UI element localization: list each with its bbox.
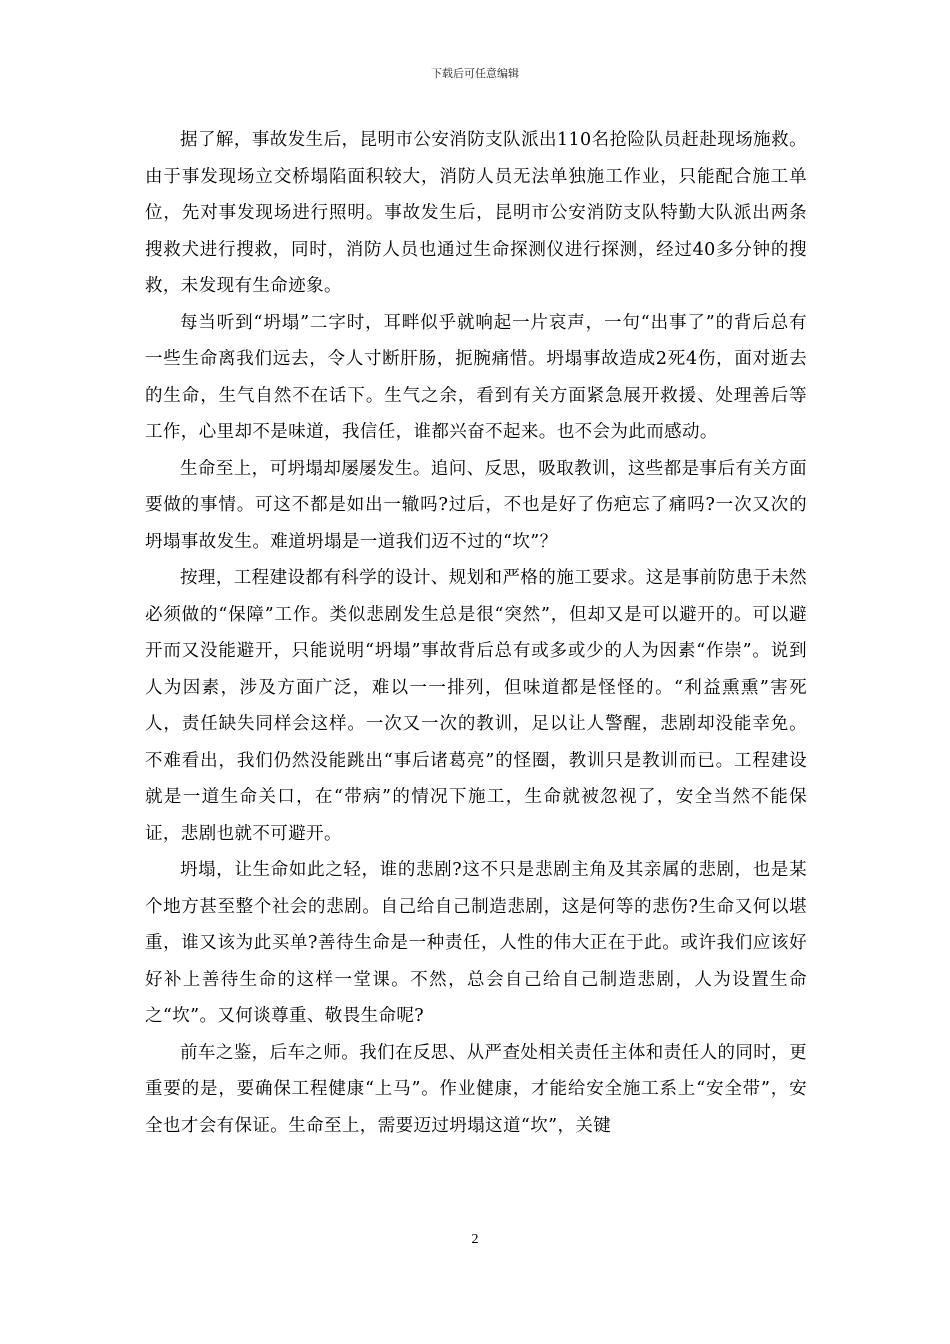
paragraph-lessons: 前车之鉴，后车之师。我们在反思、从严查处相关责任主体和责任人的同时，更重要的是，要确保工程健康“上马”。作业健康，才能给安全施工系上“安全带”，安全也才会有保证。生命至上，需要迈过坍塌这道“坎”，关键 — [145, 1042, 807, 1136]
paragraph-engineering: 按理，工程建设都有科学的设计、规划和严格的施工要求。这是事前防患于未然必须做的“保障”工作。类似悲剧发生总是很“突然”，但却又是可以避开的。可以避开而又没能避开，只能说明“坍塌”事故背后总有或多或少的人为因素“作崇”。说到人为因素，涉及方面广泛，难以一一排列，但味道都是怪怪的。“利益熏熏”害死人，责任缺失同样会这样。一次又一次的教训，足以让人警醒，悲剧却没能幸免。不难看出，我们仍然没能跳出“事后诸葛亮”的怪圈，教训只是教训而已。工程建设就是一道生命关口，在“带病”的情况下施工，生命就被忽视了，安全当然不能保证，悲剧也就不可避开。 — [145, 568, 807, 844]
paragraph-life-first: 生命至上，可坍塌却屡屡发生。追问、反思，吸取教训，这些都是事后有关方面要做的事情。可这不都是如出一辙吗?过后，不也是好了伤疤忘了痛吗?一次又次的坍塌事故发生。难道坍塌是一道我们迈不过的“坎”？ — [145, 458, 807, 552]
paragraph-whose-tragedy: 坍塌，让生命如此之轻，谁的悲剧?这不只是悲剧主角及其亲属的悲剧，也是某个地方甚至整个社会的悲剧。自己给自己制造悲剧，这是何等的悲伤?生命又何以堪重，谁又该为此买单?善待生命是一种责任，人性的伟大正在于此。或许我们应该好好补上善待生命的这样一堂课。不然，总会自己给自己制造悲剧，人为设置生命之“坎”。又何谈尊重、敬畏生命呢? — [145, 860, 807, 1026]
page-number: 2 — [471, 1232, 479, 1247]
page-header: 下载后可任意编辑 — [431, 67, 519, 80]
paragraph-collapse-grief: 每当听到“坍塌”二字时，耳畔似乎就响起一片哀声，一句“出事了”的背后总有一些生命离我们远去，令人寸断肝肠，扼腕痛惜。坍塌事故造成2死4伤，面对逝去的生命，生气自然不在话下。生气之余，看到有关方面紧急展开救援、处理善后等工作，心里却不是味道，我信任，谁都兴奋不起来。也不会为此而感动。 — [145, 312, 807, 442]
paragraph-rescue: 据了解，事故发生后，昆明市公安消防支队派出110名抢险队员赶赴现场施救。由于事发现场立交桥塌陷面积较大，消防人员无法单独施工作业，只能配合施工单位，先对事发现场进行照明。事故发生后，昆明市公安消防支队特勤大队派出两条搜救犬进行搜救，同时，消防人员也通过生命探测仪进行探测，经过40多分钟的搜救，未发现有生命迹象。 — [145, 130, 807, 296]
document-body — [145, 122, 807, 1144]
